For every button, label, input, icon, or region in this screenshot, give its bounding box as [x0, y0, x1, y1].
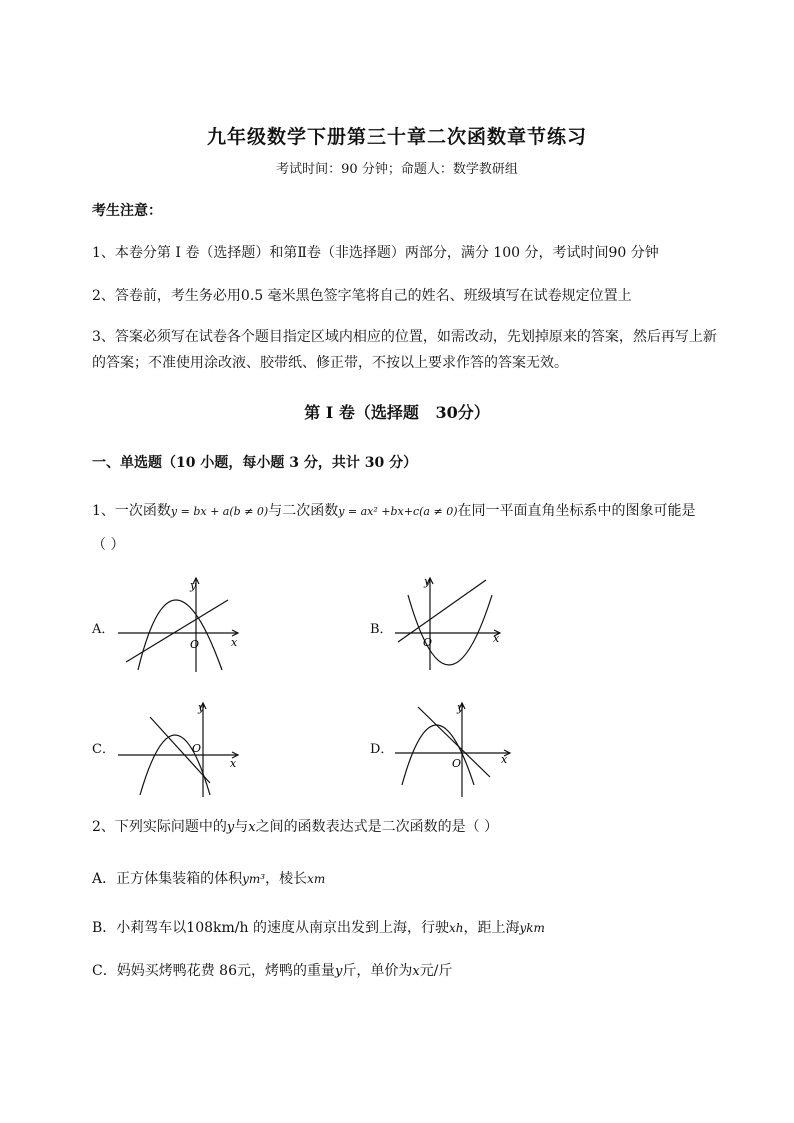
q2-var-y: y [226, 820, 235, 835]
axis-y-label: y [457, 701, 464, 714]
option-unit: x [412, 964, 420, 979]
origin-label: O [192, 742, 202, 755]
part-heading: 一、单选题（10 小题，每小题 3 分，共计 30 分） [92, 455, 418, 471]
q1-expr-linear: y = bx + a(b ≠ 0) [170, 505, 269, 518]
q1-expr-quadratic: y = ax² +bx+c(a ≠ 0) [338, 505, 458, 518]
q2-stem-part: 之间的函数表达式是二次函数的是（ ） [255, 819, 499, 835]
notice-item-1: 1、本卷分第 I 卷（选择题）和第Ⅱ卷（非选择题）两部分，满分 100 分，考试时间90 分钟 [92, 245, 659, 261]
q2-option-b[interactable] [92, 917, 545, 937]
q1-answer-blank: （ ） [92, 537, 125, 553]
question-2-stem [92, 816, 498, 836]
axis-y-label: y [198, 701, 205, 714]
origin-label: O [423, 636, 433, 649]
option-unit: ykm [519, 921, 545, 935]
option-unit: ym³ [242, 872, 266, 886]
question-1-stem [92, 500, 695, 520]
q2-stem-part: 与 [234, 819, 249, 835]
axis-x-label: x [230, 757, 237, 770]
option-text: ，棱长 [265, 871, 308, 887]
q1-graph-c[interactable] [110, 695, 250, 800]
axis-x-label: x [493, 632, 500, 645]
q1-suffix: 在同一平面直角坐标系中的图象可能是 [457, 503, 696, 519]
axis-x-label: x [231, 636, 238, 649]
q1-option-d-label[interactable]: D． [370, 742, 394, 757]
option-label: A． [92, 871, 117, 887]
option-text: 元/斤 [419, 963, 453, 979]
q1-graph-d[interactable] [390, 695, 530, 800]
axis-y-label: y [424, 575, 431, 588]
notice-item-2: 2、答卷前，考生务必用0.5 毫米黑色签字笔将自己的姓名、班级填写在试卷规定位置上 [92, 288, 632, 304]
q1-graph-b[interactable] [390, 570, 530, 675]
q1-middle: 与二次函数 [268, 503, 339, 519]
notice-heading: 考生注意： [92, 203, 162, 219]
option-label: C． [92, 963, 117, 979]
q1-option-b-label[interactable]: B． [370, 622, 393, 637]
origin-label: O [190, 638, 200, 651]
q1-prefix: 1、一次函数 [92, 503, 171, 519]
exam-info: 考试时间：90 分钟；命题人：数学教研组 [276, 162, 518, 177]
notice-item-3-cont: 的答案；不准使用涂改液、胶带纸、修正带，不按以上要求作答的答案无效。 [92, 355, 568, 371]
option-label: B． [92, 920, 117, 936]
q2-option-c[interactable] [92, 960, 452, 980]
q1-option-a-label[interactable]: A． [92, 622, 115, 637]
page-title: 九年级数学下册第三十章二次函数章节练习 [206, 126, 587, 148]
option-text: ，距上海 [463, 920, 520, 936]
q2-var-x: x [248, 820, 256, 835]
axis-y-label: y [190, 579, 197, 592]
option-text: 妈妈买烤鸭花费 86元，烤鸭的重量 [116, 963, 335, 979]
origin-label: O [452, 757, 462, 770]
option-text: 小莉驾车以108km/h 的速度从南京出发到上海，行驶 [116, 920, 449, 936]
q1-option-c-label[interactable]: C． [92, 742, 115, 757]
option-text: 正方体集装箱的体积 [116, 871, 243, 887]
q2-stem-part: 2、下列实际问题中的 [92, 819, 227, 835]
section-title: 第 I 卷（选择题 30分） [304, 403, 490, 422]
q1-graph-a[interactable] [110, 570, 250, 675]
option-unit: xh [448, 921, 464, 935]
option-text: 斤，单价为 [342, 963, 413, 979]
option-unit: y [334, 964, 343, 979]
notice-item-3: 3、答案必须写在试卷各个题目指定区域内相应的位置，如需改动，先划掉原来的答案，然后再写上新 [92, 329, 717, 345]
axis-x-label: x [501, 753, 508, 766]
option-unit: xm [307, 872, 326, 886]
q2-option-a[interactable] [92, 868, 325, 888]
